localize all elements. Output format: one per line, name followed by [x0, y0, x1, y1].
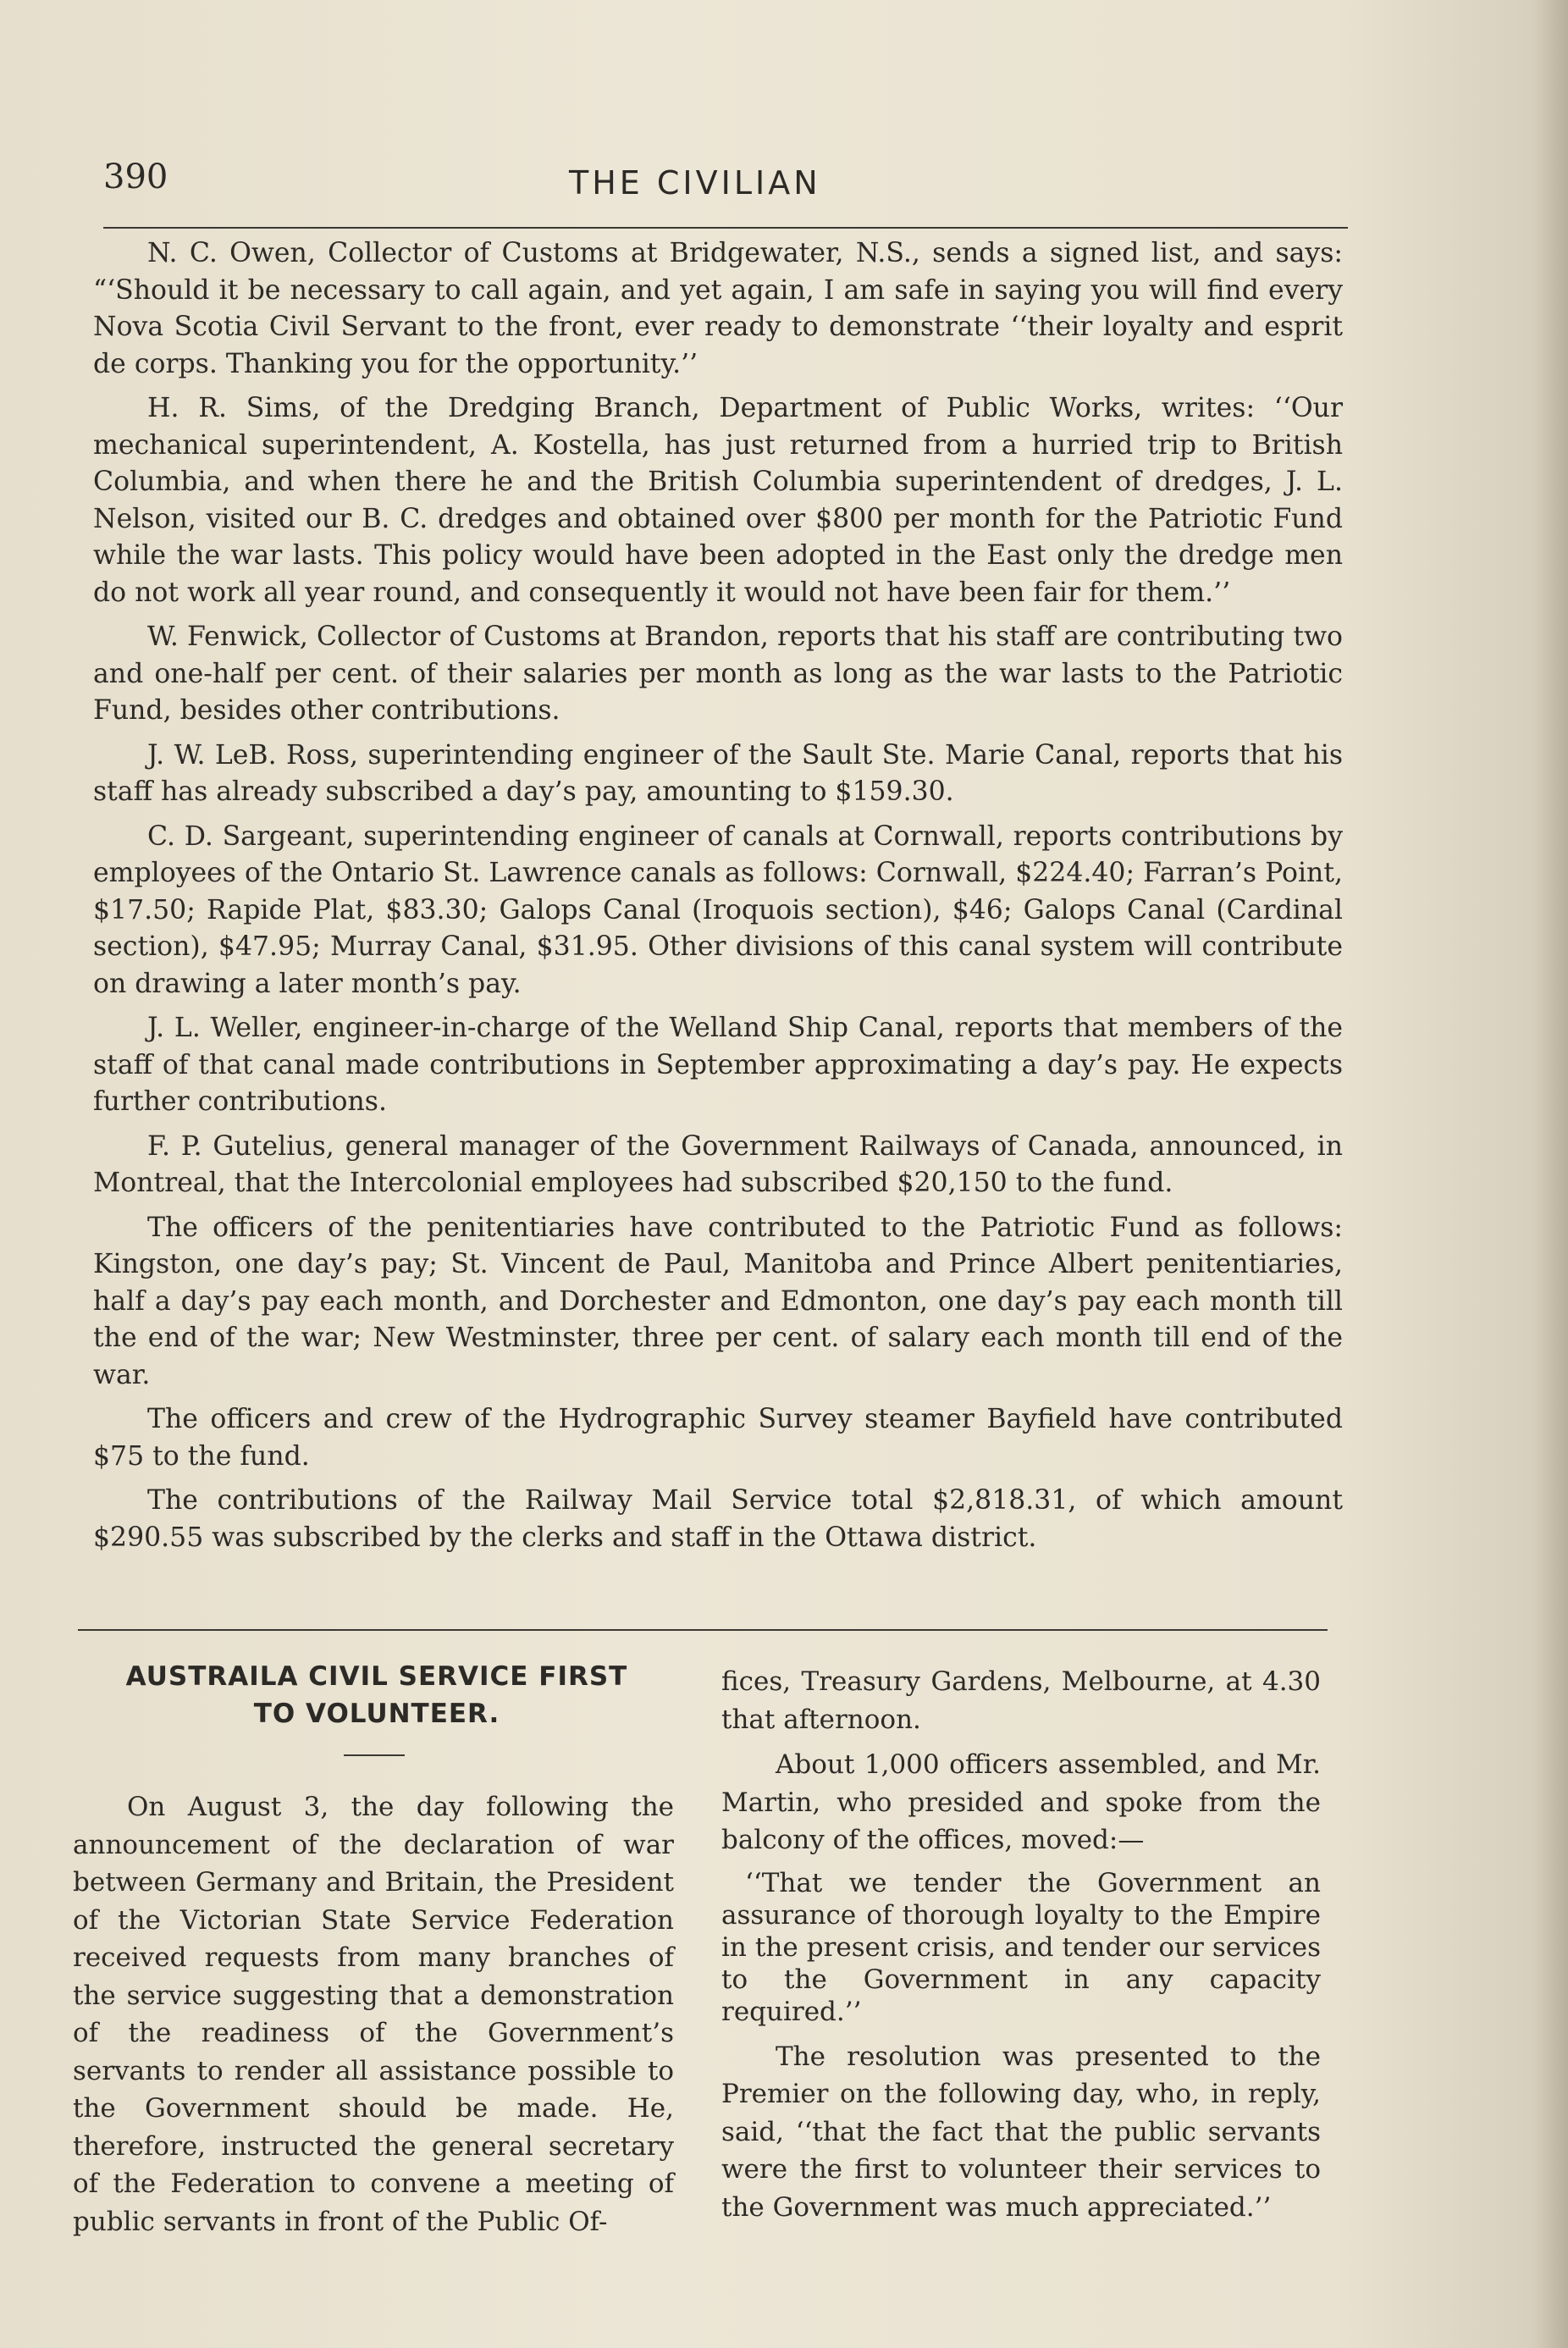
running-title: THE CIVILIAN	[569, 164, 821, 202]
page-spine-shadow	[1534, 0, 1568, 2348]
paragraph-railway-mail: The contributions of the Railway Mail Service total $2,818.31, of which amount $290.55 was subscribed by the clerks and staff in the Ottawa district.	[93, 1485, 1343, 1553]
headline-dash	[344, 1754, 405, 1756]
page-number: 390	[103, 157, 168, 196]
article-paragraph-2: About 1,000 officers assembled, and Mr. Martin, who presided and spoke from the balcony of the offices, moved:—	[721, 1749, 1321, 1855]
article-paragraph-continued: fices, Treasury Gardens, Melbourne, at 4.30 that afternoon.	[721, 1666, 1321, 1735]
paragraph-ross: J. W. LeB. Ross, superintending engineer of the Sault Ste. Marie Canal, reports that his staff has already subscribed a day’s pay, amounting to $159.30.	[93, 739, 1343, 807]
paragraph-penitentiaries: The officers of the penitentiaries have contributed to the Patriotic Fund as follows: Kingston, one day’s pay; St. Vincent de Paul, Manitoba and Prince Albert penitentiaries, half a day’s pay each month, and Dorchester and Edmonton, one day’s pay each month till the end of the war; New Westminster, three per cent. of salary each month till end of the war.	[93, 1212, 1343, 1390]
article-paragraph-3: The resolution was presented to the Premier on the following day, who, in reply, said, ‘‘that the fact that the public servants were the first to volunteer their services to the Government was much appreciated.’’	[721, 2041, 1321, 2223]
paragraph-sargeant: C. D. Sargeant, superintending engineer of canals at Cornwall, reports contributions by employees of the Ontario St. Lawrence canals as follows: Cornwall, $224.40; Farran’s Point, $17.50; Rapide Plat, $83.30; Galops Canal (Iroquois section), $46; Galops Canal (Cardinal section), $47.95; Murray Canal, $31.95. Other divisions of this canal system will contribute on drawing a later month’s pay.	[93, 820, 1343, 999]
paragraph-owen: N. C. Owen, Collector of Customs at Bridgewater, N.S., sends a signed list, and says: “‘Should it be necessary to call again, and yet again, I am safe in saying you will find every Nova Scotia Civil Servant to the front, ever ready to demonstrate ‘‘their loyalty and esprit de corps. Thanking you for the opportunity.’’	[93, 238, 1343, 379]
paragraph-weller: J. L. Weller, engineer-in-charge of the Welland Ship Canal, reports that members of the staff of that canal made contributions in September approximating a day’s pay. He expects further contributions.	[93, 1013, 1343, 1117]
article-headline	[73, 1658, 681, 1732]
article-paragraph-1: On August 3, the day following the announcement of the declaration of war between Germany and Britain, the President of the Victorian State Service Federation received requests from many branches of the service suggesting that a demonstration of the readiness of the Government’s servants to render all assistance possible to the Government should be made. He, therefore, instructed the general secretary of the Federation to convene a meeting of public servants in front of the Public Of-	[73, 1792, 674, 2237]
headline-line-1: AUSTRAILA CIVIL SERVICE FIRST	[125, 1661, 628, 1692]
paragraph-gutelius: F. P. Gutelius, general manager of the Government Railways of Canada, announced, in Montreal, that the Intercolonial employees had subscribed $20,150 to the fund.	[93, 1130, 1343, 1198]
upper-text-block	[93, 235, 1343, 1564]
section-rule	[78, 1629, 1328, 1631]
paragraph-fenwick: W. Fenwick, Collector of Customs at Brandon, reports that his staff are contributing two and one-half per cent. of their salaries per month as long as the war lasts to the Patriotic Fund, besides other contributions.	[93, 622, 1343, 726]
headline-line-2: TO VOLUNTEER.	[253, 1699, 500, 1729]
article-right-column	[721, 1663, 1321, 2234]
paragraph-sims: H. R. Sims, of the Dredging Branch, Department of Public Works, writes: ‘‘Our mechanical superintendent, A. Kostella, has just returned from a hurried trip to British Columbia, and when there he and the British Columbia superintendent of dredges, J. L. Nelson, visited our B. C. dredges and obtained over $800 per month for the Patriotic Fund while the war lasts. This policy would have been adopted in the East only the dredge men do not work all year round, and consequently it would not have been fair for them.’’	[93, 393, 1343, 608]
paragraph-hydrographic: The officers and crew of the Hydrographic Survey steamer Bayfield have contributed $75 to the fund.	[93, 1404, 1343, 1472]
article-left-column	[73, 1788, 674, 2248]
article-resolution-quote: ‘‘That we tender the Government an assurance of thorough loyalty to the Empire in the present crisis, and tender our services to the Government in any capacity required.’’	[721, 1867, 1321, 2027]
header-rule	[103, 227, 1348, 229]
